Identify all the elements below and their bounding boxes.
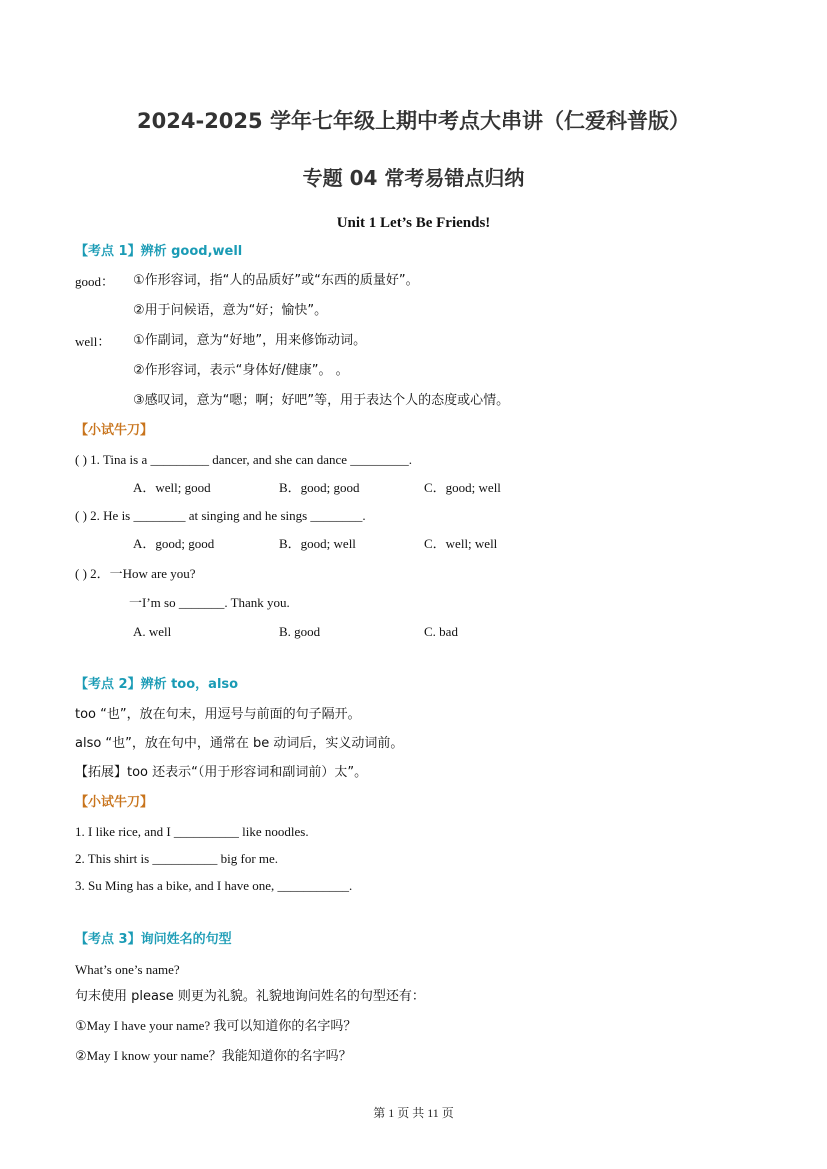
practice-1-q3-option-b: B. good: [279, 624, 321, 639]
well-usage-2: ②作形容词，表示“身体好/健康”。 。: [133, 363, 349, 378]
point-2-line-1: too “也”，放在句末，用逗号与前面的句子隔开。: [75, 707, 361, 722]
point-2-heading: 【考点 2】辨析 too，also: [75, 677, 239, 692]
practice-1-q2-option-c: C．well; well: [424, 536, 498, 551]
good-label: good：: [75, 274, 115, 289]
practice-1-q1-option-c: C．good; well: [424, 480, 501, 495]
point-1-heading: 【考点 1】辨析 good,well: [75, 244, 243, 259]
document-subtitle: 专题 04 常考易错点归纳: [302, 166, 525, 190]
well-usage-1: ①作副词，意为“好地”，用来修饰动词。: [133, 333, 367, 348]
point-3-line-1: What’s one’s name?: [75, 962, 180, 977]
practice-1-q2-option-b: B．good; well: [279, 536, 356, 551]
unit-heading: Unit 1 Let’s Be Friends!: [336, 215, 491, 231]
point-3-line-3: ①May I have your name? 我可以知道你的名字吗？: [75, 1018, 357, 1033]
practice-1-q2-option-a: A．good; good: [133, 536, 215, 551]
point-2-extension: 【拓展】too 还表示“（用于形容词和副词前）太”。: [75, 765, 368, 780]
practice-2-q2: 2. This shirt is __________ big for me.: [75, 851, 279, 866]
well-label: well：: [75, 334, 111, 349]
practice-1-q1-option-a: A．well; good: [133, 480, 211, 495]
practice-1-q2: ( ) 2. He is ________ at singing and he sings ________.: [75, 508, 366, 523]
page-footer: 第 1 页 共 11 页: [373, 1106, 454, 1120]
practice-1-q3-option-a: A. well: [133, 624, 172, 639]
practice-1-heading: 【小试牛刀】: [75, 423, 154, 438]
point-2-line-2: also “也”，放在句中，通常在 be 动词后，实义动词前。: [75, 736, 404, 751]
point-3-line-2: 句末使用 please 则更为礼貌。礼貌地询问姓名的句型还有：: [75, 989, 425, 1004]
practice-1-q3-option-c: C. bad: [424, 624, 458, 639]
practice-1-q3-line-2: 一I’m so _______. Thank you.: [129, 595, 290, 610]
practice-1-q3: ( ) 2．一How are you?: [75, 566, 196, 581]
practice-2-q1: 1. I like rice, and I __________ like noodles.: [75, 824, 309, 839]
good-usage-1: ①作形容词，指“人的品质好”或“东西的质量好”。: [133, 273, 419, 288]
point-3-heading: 【考点 3】询问姓名的句型: [75, 932, 232, 947]
practice-2-heading: 【小试牛刀】: [75, 795, 154, 810]
document-title: 2024-2025 学年七年级上期中考点大串讲（仁爱科普版）: [137, 109, 690, 133]
practice-2-q3: 3. Su Ming has a bike, and I have one, ___________.: [75, 878, 353, 893]
practice-1-q1-option-b: B．good; good: [279, 480, 360, 495]
good-usage-2: ②用于问候语，意为“好；愉快”。: [133, 303, 328, 318]
well-usage-3: ③感叹词，意为“嗯；啊；好吧”等，用于表达个人的态度或心情。: [133, 393, 510, 408]
point-3-line-4: ②May I know your name？我能知道你的名字吗？: [75, 1048, 352, 1063]
practice-1-q1: ( ) 1. Tina is a _________ dancer, and she can dance _________.: [75, 452, 413, 467]
